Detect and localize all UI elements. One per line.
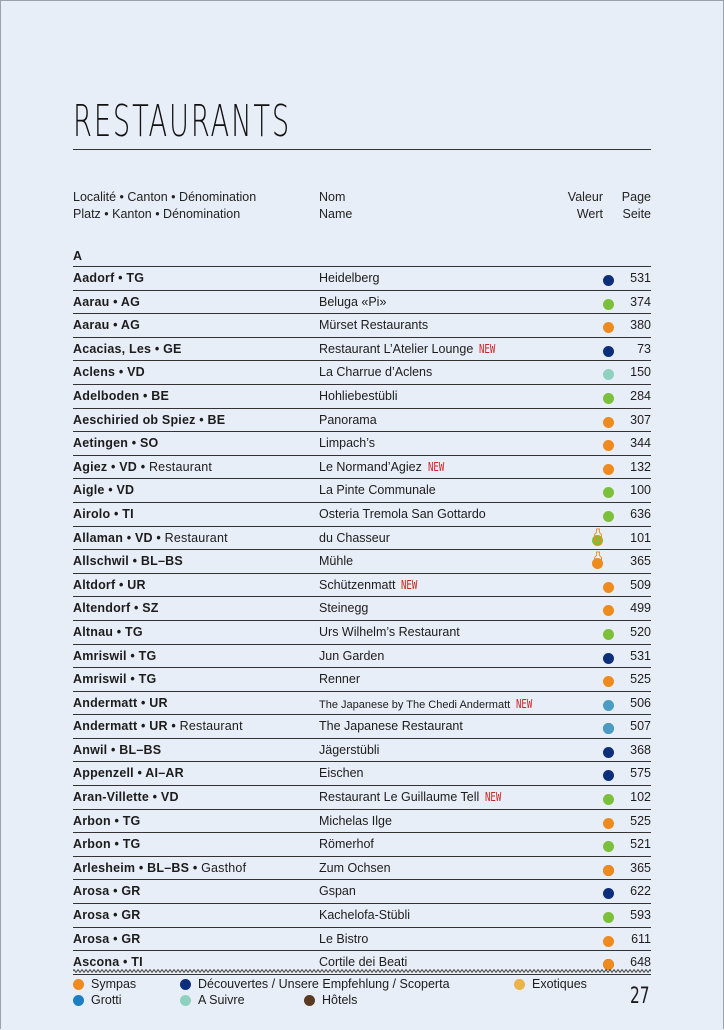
location: [73, 766, 184, 780]
list-item: [73, 644, 651, 668]
header-location-de: Platz • Kanton • Dénomination: [73, 206, 241, 221]
page-ref: 648: [630, 955, 651, 970]
location-place: Aetingen • SO: [73, 436, 159, 451]
location: [73, 507, 134, 521]
page-ref: 575: [630, 766, 651, 781]
location: [73, 743, 161, 757]
restaurant-name: [319, 436, 375, 450]
restaurant-name-text: Heidelberg: [319, 271, 380, 285]
location: [73, 389, 169, 403]
restaurant-name-text: Römerhof: [319, 837, 374, 852]
header-page-fr: Page: [621, 190, 651, 204]
legend-a-suivre-label: A Suivre: [198, 993, 245, 1007]
restaurant-name: [319, 271, 379, 285]
rating-dots: [592, 531, 603, 548]
page-ref: 507: [630, 719, 651, 734]
legend-a-suivre: [180, 993, 245, 1007]
location: [73, 790, 179, 804]
legend-decouvertes-label: Découvertes / Unsere Empfehlung / Scoperta: [198, 977, 450, 991]
page-ref: 509: [630, 577, 651, 592]
page-ref: 307: [630, 412, 651, 427]
legend-exotiques-label: Exotiques: [532, 977, 587, 991]
location-place: Arosa • GR: [73, 884, 141, 899]
restaurant-name: [319, 884, 356, 898]
list-item: [73, 502, 651, 526]
list-item: [73, 714, 651, 738]
restaurant-name: [319, 908, 410, 922]
legend-decouvertes: [180, 977, 450, 991]
location: [73, 365, 145, 379]
location: [73, 342, 182, 356]
restaurant-name-text: La Charrue d’Aclens: [319, 365, 433, 380]
restaurant-name: [319, 389, 398, 403]
restaurant-name-text: The Japanese by The Chedi Andermatt: [319, 698, 511, 711]
legend-exotiques: [514, 977, 587, 991]
list-item: [73, 360, 651, 384]
restaurant-name-text: Mühle: [319, 554, 354, 569]
location-place: Amriswil • TG: [73, 672, 157, 687]
location: [73, 884, 141, 898]
restaurant-name-text: The Japanese Restaurant: [319, 719, 463, 734]
page-ref: 531: [630, 648, 651, 663]
restaurant-name: [319, 625, 460, 639]
location-place: Anwil • BL–BS: [73, 742, 162, 757]
legend-hotels: [304, 993, 357, 1007]
location-place: Agiez • VD •: [73, 459, 146, 474]
page-ref: 365: [630, 554, 651, 569]
restaurant-name: [319, 790, 507, 804]
restaurant-name-text: Osteria Tremola San Gottardo: [319, 506, 486, 521]
location: [73, 554, 183, 568]
list-item: [73, 337, 651, 361]
restaurant-name-text: Beluga «Pi»: [319, 294, 387, 309]
location-place: Allaman • VD •: [73, 530, 161, 545]
rating-dots: [592, 554, 603, 571]
restaurant-name-text: Eischen: [319, 766, 364, 781]
decouvertes-dot-icon: [180, 979, 191, 990]
restaurant-name: [319, 601, 368, 615]
list-item: [73, 761, 651, 785]
location: [73, 908, 141, 922]
location: [73, 436, 158, 450]
restaurant-name: [319, 342, 501, 356]
location-place: Altendorf • SZ: [73, 601, 159, 616]
a-suivre-dot-icon: [180, 995, 191, 1006]
restaurant-name: [319, 578, 423, 592]
location: [73, 932, 141, 946]
list-item: [73, 856, 651, 880]
location: [73, 295, 140, 309]
location: [73, 837, 140, 851]
new-badge: NEW: [427, 459, 445, 474]
page-ref: 100: [630, 483, 651, 498]
restaurant-name-text: du Chasseur: [319, 530, 390, 545]
header-name-fr: Nom: [319, 190, 346, 204]
restaurant-name: [319, 932, 368, 946]
location-place: Aeschiried ob Spiez • BE: [73, 412, 226, 427]
restaurant-name-text: Renner: [319, 672, 360, 687]
restaurant-name: [319, 413, 377, 427]
section-letter: A: [73, 249, 83, 263]
restaurant-name-text: Limpach’s: [319, 436, 376, 451]
location: [73, 719, 243, 733]
location: [73, 460, 212, 474]
restaurant-name-text: Urs Wilhelm’s Restaurant: [319, 624, 460, 639]
page-ref: 506: [630, 695, 651, 710]
restaurant-name: [319, 649, 384, 663]
legend-grotti: [73, 993, 122, 1007]
location-place: Arbon • TG: [73, 837, 141, 852]
header-value: [545, 189, 603, 222]
list-item: [73, 290, 651, 314]
page-ref: 636: [630, 506, 651, 521]
restaurant-name: [319, 554, 353, 568]
location: [73, 271, 144, 285]
header-page-de: Seite: [622, 206, 651, 221]
wine-bottle-icon: [593, 528, 603, 545]
restaurant-name-text: Kachelofa-Stübli: [319, 908, 411, 923]
location-place: Aclens • VD: [73, 365, 145, 380]
restaurant-list: [73, 266, 651, 975]
location-place: Ascona • TI: [73, 955, 143, 970]
new-badge: NEW: [401, 577, 418, 592]
restaurant-name: [319, 766, 363, 780]
page-ref: 525: [630, 813, 651, 828]
restaurant-name-text: Zum Ochsen: [319, 860, 391, 875]
restaurant-name-text: Cortile dei Beati: [319, 955, 408, 970]
restaurant-name-text: Jun Garden: [319, 648, 385, 663]
header-name-de: Name: [319, 206, 353, 221]
location-place: Acacias, Les • GE: [73, 341, 182, 356]
restaurant-name-text: Gspan: [319, 884, 356, 899]
list-item: [73, 738, 651, 762]
location-type: Restaurant: [145, 459, 213, 474]
restaurant-name: [319, 295, 386, 309]
location-place: Adelboden • BE: [73, 388, 170, 403]
list-item: [73, 809, 651, 833]
location: [73, 483, 134, 497]
header-value-fr: Valeur: [567, 190, 603, 204]
header-value-de: Wert: [576, 206, 603, 221]
page-ref: 284: [630, 388, 651, 403]
page-ref: 499: [630, 601, 651, 616]
list-item: [73, 313, 651, 337]
restaurant-name-text: Steinegg: [319, 601, 369, 616]
location: [73, 413, 225, 427]
page-title: RESTAURANTS: [73, 96, 292, 147]
sympas-dot-icon: [73, 979, 84, 990]
list-item: [73, 667, 651, 691]
restaurant-name-text: Restaurant Le Guillaume Tell: [319, 790, 480, 805]
restaurant-name: [319, 814, 392, 828]
location: [73, 861, 246, 875]
page-ref: 531: [630, 271, 651, 285]
page-ref: 73: [637, 341, 651, 356]
location-place: Arosa • GR: [73, 908, 141, 923]
location: [73, 672, 156, 686]
location-place: Arbon • TG: [73, 813, 141, 828]
page-ref: 611: [631, 931, 651, 946]
page-ref: 525: [630, 672, 651, 687]
restaurant-name: [319, 837, 374, 851]
footer-wavy-rule: [73, 968, 651, 974]
legend-grotti-label: Grotti: [91, 993, 122, 1007]
legend-sympas: [73, 977, 136, 991]
location-type: Restaurant: [175, 719, 243, 734]
page-ref: 380: [630, 318, 651, 333]
header-location-fr: Localité • Canton • Dénomination: [73, 190, 257, 204]
location-place: Arosa • GR: [73, 931, 141, 946]
location: [73, 318, 140, 332]
restaurant-name: [319, 672, 360, 686]
page-ref: 344: [630, 436, 651, 451]
location-place: Andermatt • UR: [73, 695, 168, 710]
location-place: Amriswil • TG: [73, 648, 157, 663]
restaurant-name: [319, 743, 379, 757]
legend-sympas-label: Sympas: [91, 977, 137, 991]
restaurant-name-text: La Pinte Communale: [319, 483, 436, 498]
restaurant-name-text: Le Normand’Agiez: [319, 459, 422, 474]
restaurant-name-text: Restaurant L’Atelier Lounge: [319, 341, 474, 356]
location-place: Andermatt • UR •: [73, 719, 176, 734]
new-badge: NEW: [516, 696, 533, 711]
restaurant-name-text: Jägerstübli: [319, 742, 380, 757]
restaurant-name: [319, 365, 432, 379]
location: [73, 696, 168, 710]
location: [73, 601, 159, 615]
location-place: Altdorf • UR: [73, 577, 146, 592]
page-ref: 132: [630, 459, 651, 474]
list-item: [73, 879, 651, 903]
restaurant-name-text: Panorama: [319, 412, 377, 427]
exotiques-dot-icon: [514, 979, 525, 990]
list-item: [73, 408, 651, 432]
restaurant-name: [319, 719, 463, 733]
list-item: [73, 478, 651, 502]
page-ref: 622: [630, 884, 651, 899]
page-ref: 521: [630, 837, 651, 852]
location: [73, 578, 146, 592]
restaurant-name: [319, 507, 486, 521]
restaurant-name-text: Michelas Ilge: [319, 813, 392, 828]
list-item: [73, 620, 651, 644]
list-item: [73, 832, 651, 856]
location-place: Aigle • VD: [73, 483, 135, 498]
list-item: [73, 526, 651, 550]
page-ref: 365: [630, 860, 651, 875]
location-type: Gasthof: [197, 860, 247, 875]
page-ref: 368: [630, 742, 651, 757]
page-ref: 374: [630, 294, 651, 309]
header-name: [319, 189, 352, 222]
location-place: Aran-Villette • VD: [73, 790, 179, 805]
list-item: [73, 596, 651, 620]
restaurant-name: [319, 531, 390, 545]
list-item: [73, 549, 651, 573]
restaurant-name-text: Le Bistro: [319, 931, 369, 946]
location-place: Aarau • AG: [73, 318, 141, 333]
restaurant-name: [319, 483, 436, 497]
location: [73, 531, 228, 545]
list-item: [73, 785, 651, 809]
list-item: [73, 431, 651, 455]
location-place: Aarau • AG: [73, 294, 141, 309]
grotti-dot-icon: [73, 995, 84, 1006]
location-place: Altnau • TG: [73, 624, 143, 639]
hotels-dot-icon: [304, 995, 315, 1006]
location-place: Appenzell • AI–AR: [73, 766, 184, 781]
location-place: Arlesheim • BL–BS •: [73, 860, 198, 875]
restaurant-name-text: Schützenmatt: [319, 577, 396, 592]
header-location: [73, 189, 256, 222]
restaurant-name: [319, 697, 538, 711]
list-item: [73, 573, 651, 597]
restaurant-name: [319, 861, 391, 875]
new-badge: NEW: [485, 790, 502, 805]
location: [73, 814, 140, 828]
restaurant-name-text: Mürset Restaurants: [319, 318, 429, 333]
page-ref: 520: [630, 624, 651, 639]
page-ref: 593: [630, 908, 651, 923]
list-item: [73, 455, 651, 479]
page-number: 27: [630, 984, 650, 1009]
page-ref: 101: [630, 530, 651, 545]
location: [73, 649, 156, 663]
new-badge: NEW: [479, 341, 496, 356]
restaurant-name: [319, 318, 428, 332]
legend-hotels-label: Hôtels: [322, 993, 358, 1007]
restaurant-name-text: Hohliebestübli: [319, 388, 398, 403]
location-place: Allschwil • BL–BS: [73, 554, 183, 569]
restaurant-name: [319, 460, 450, 474]
header-page: [610, 189, 651, 222]
location-type: Restaurant: [160, 530, 228, 545]
list-item: [73, 384, 651, 408]
location-place: Aadorf • TG: [73, 271, 145, 285]
location: [73, 625, 143, 639]
list-item: [73, 266, 651, 290]
list-item: [73, 927, 651, 951]
location-place: Airolo • TI: [73, 506, 134, 521]
list-item: [73, 903, 651, 927]
list-item: [73, 691, 651, 715]
page-ref: 102: [630, 790, 651, 805]
title-rule: [73, 149, 651, 150]
page-ref: 150: [630, 365, 651, 380]
wine-bottle-icon: [593, 551, 603, 568]
